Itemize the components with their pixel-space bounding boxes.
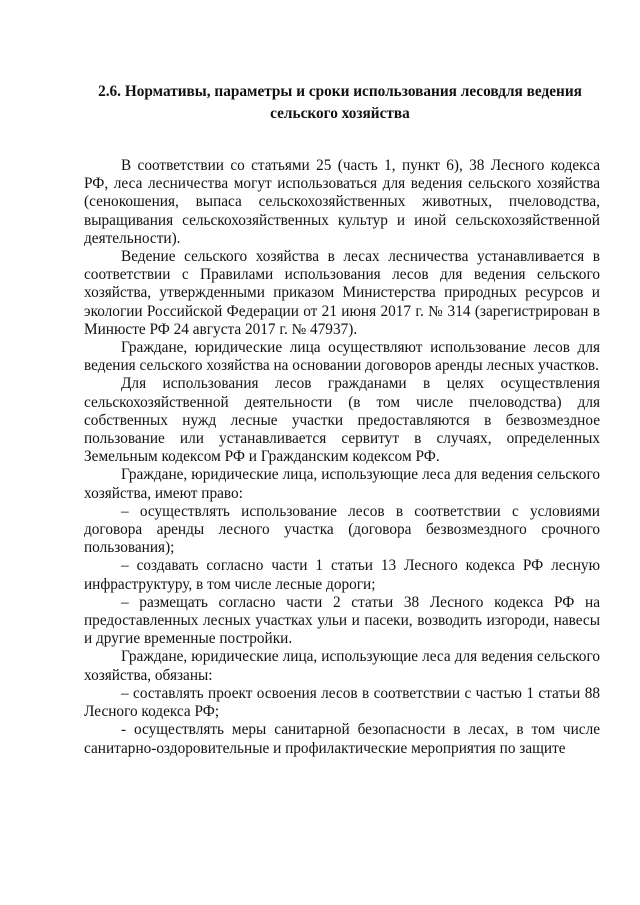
paragraph-legal-basis: В соответствии со статьями 25 (часть 1, пункт 6), 38 Лесного кодекса РФ, леса лесничества могут использоваться для ведения сельского хозяйства (сенокошения, выпаса сельскохозяйственных животных, пчеловодства, выращивания сельскохозяйственных культур и иной сельскохозяйственной деятельности). — [84, 157, 600, 247]
section-heading-line-2: сельского хозяйства — [270, 105, 410, 122]
list-item-right-2: – создавать согласно части 1 статьи 13 Лесного кодекса РФ лесную инфраструктуру, в том числе лесные дороги; — [84, 557, 600, 593]
paragraph-lease-basis: Граждане, юридические лица осуществляют использование лесов для ведения сельского хозяйства на основании договоров аренды лесных участков. — [84, 339, 600, 375]
paragraph-rules-reference: Ведение сельского хозяйства в лесах лесничества устанавливается в соответствии с Правилами использования лесов для ведения сельского хозяйства, утвержденными приказом Министерства природных ресурсов и экологии Российской Федерации от 21 июня 2017 г. № 314 (зарегистрирован в Минюсте РФ 24 августа 2017 г. № 47937). — [84, 248, 600, 338]
section-heading-line-1: 2.6. Нормативы, параметры и сроки использования лесовдля ведения — [98, 83, 582, 100]
paragraph-free-use: Для использования лесов гражданами в целях осуществления сельскохозяйственной деятельности (в том числе пчеловодства) для собственных нужд лесные участки предоставляются в безвозмездное пользование или устанавливается сервитут в случаях, определенных Земельным кодексом РФ и Гражданским кодексом РФ. — [84, 375, 600, 466]
section-heading — [80, 81, 600, 125]
list-item-right-1: – осуществлять использование лесов в соответствии с условиями договора аренды лесного участка (договора безвозмездного срочного пользования); — [84, 502, 600, 557]
paragraph-rights-intro: Граждане, юридические лица, использующие леса для ведения сельского хозяйства, имеют право: — [84, 466, 600, 502]
paragraph-obligations-intro: Граждане, юридические лица, использующие леса для ведения сельского хозяйства, обязаны: — [84, 648, 600, 684]
document-body — [84, 157, 600, 758]
list-item-obligation-2: - осуществлять меры санитарной безопасности в лесах, в том числе санитарно-оздоровительные и профилактические мероприятия по защите — [84, 721, 600, 757]
list-item-obligation-1: – составлять проект освоения лесов в соответствии с частью 1 статьи 88 Лесного кодекса РФ; — [84, 684, 600, 721]
list-item-right-3: – размещать согласно части 2 статьи 38 Лесного кодекса РФ на предоставленных лесных участках ульи и пасеки, возводить изгороди, навесы и другие временные постройки. — [84, 593, 600, 648]
